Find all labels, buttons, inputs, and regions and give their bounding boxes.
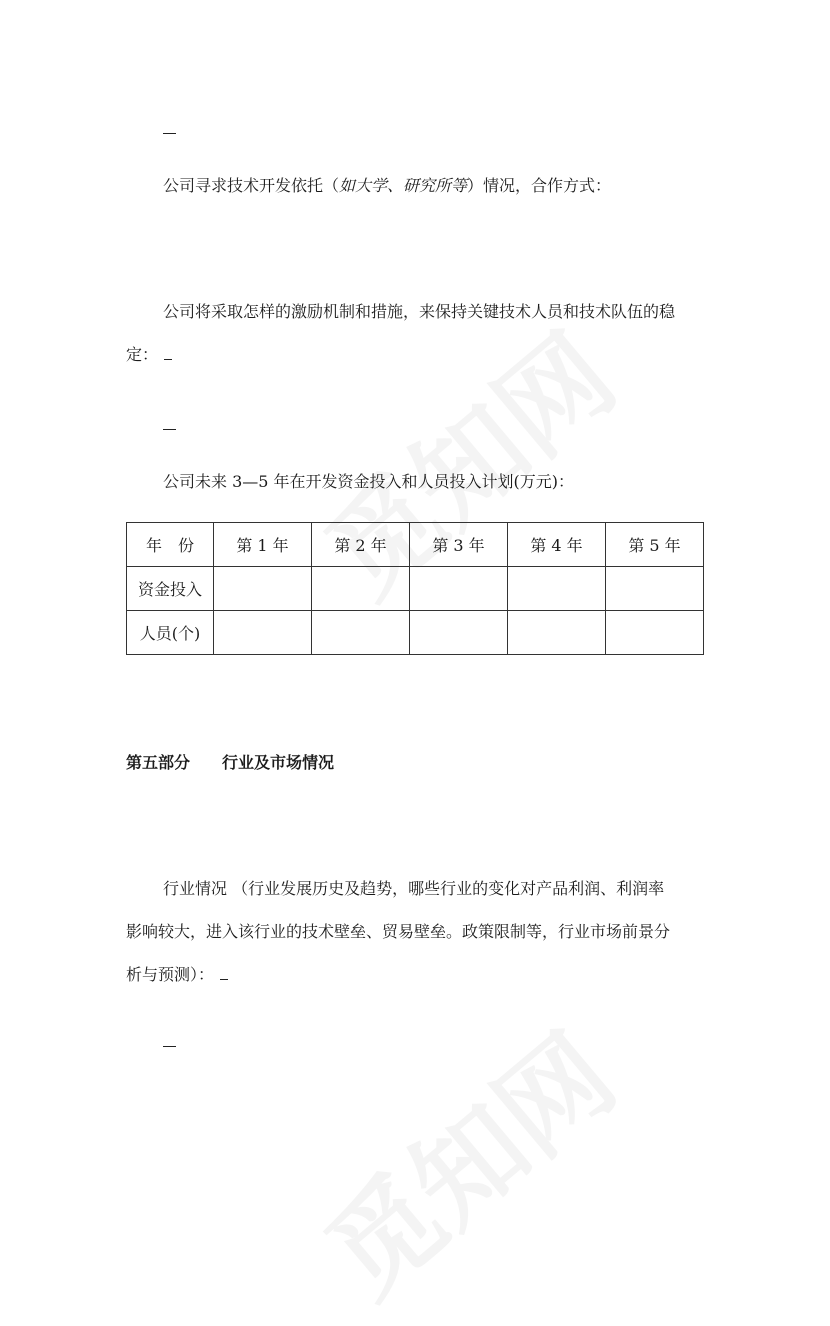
table-cell[interactable]	[508, 567, 606, 611]
tech-partner-question	[163, 176, 611, 196]
table-cell[interactable]	[410, 611, 508, 655]
header-year-3: 第 3 年	[410, 523, 508, 567]
header-year-2: 第 2 年	[312, 523, 410, 567]
table-row	[127, 611, 704, 655]
watermark-bottom	[288, 992, 642, 1325]
industry-line-2: 影响较大，进入该行业的技术壁垒、贸易壁垒。政策限制等，行业市场前景分	[126, 922, 671, 941]
blank-line	[163, 133, 176, 134]
row-label-funding: 资金投入	[127, 567, 214, 611]
section-title: 行业及市场情况	[222, 753, 335, 772]
industry-question	[126, 867, 716, 996]
table-cell[interactable]	[312, 567, 410, 611]
tech-partner-examples: 如大学、研究所等	[339, 176, 468, 195]
header-year: 年 份	[127, 523, 214, 567]
tech-partner-text: 公司寻求技术开发依托（	[163, 176, 340, 195]
table-cell[interactable]	[214, 567, 312, 611]
table-cell[interactable]	[214, 611, 312, 655]
header-year-4: 第 4 年	[508, 523, 606, 567]
header-year-1: 第 1 年	[214, 523, 312, 567]
industry-line-3: 析与预测）：	[126, 953, 716, 996]
incentive-line-1: 公司将采取怎样的激励机制和措施，来保持关键技术人员和技术队伍的稳	[163, 302, 676, 321]
blank-line	[163, 1046, 176, 1047]
section-number: 第五部分	[126, 753, 191, 772]
table-cell[interactable]	[508, 611, 606, 655]
table-header-row	[127, 523, 704, 567]
investment-plan-table	[126, 522, 704, 655]
header-year-5: 第 5 年	[606, 523, 704, 567]
incentive-line-2: 定：	[126, 333, 716, 376]
blank-line	[163, 429, 176, 430]
answer-blank	[220, 965, 228, 980]
table-row	[127, 567, 704, 611]
table-cell[interactable]	[312, 611, 410, 655]
row-label-staff: 人员(个)	[127, 611, 214, 655]
table-cell[interactable]	[606, 567, 704, 611]
table-cell[interactable]	[410, 567, 508, 611]
table-cell[interactable]	[606, 611, 704, 655]
industry-line-1: 行业情况 （行业发展历史及趋势，哪些行业的变化对产品利润、利润率	[163, 879, 665, 898]
answer-blank	[164, 345, 172, 360]
incentive-question	[126, 290, 716, 376]
section-heading	[126, 750, 334, 773]
plan-title: 公司未来 3—5 年在开发资金投入和人员投入计划(万元)：	[163, 472, 575, 491]
tech-partner-tail: ）情况，合作方式：	[467, 176, 612, 195]
